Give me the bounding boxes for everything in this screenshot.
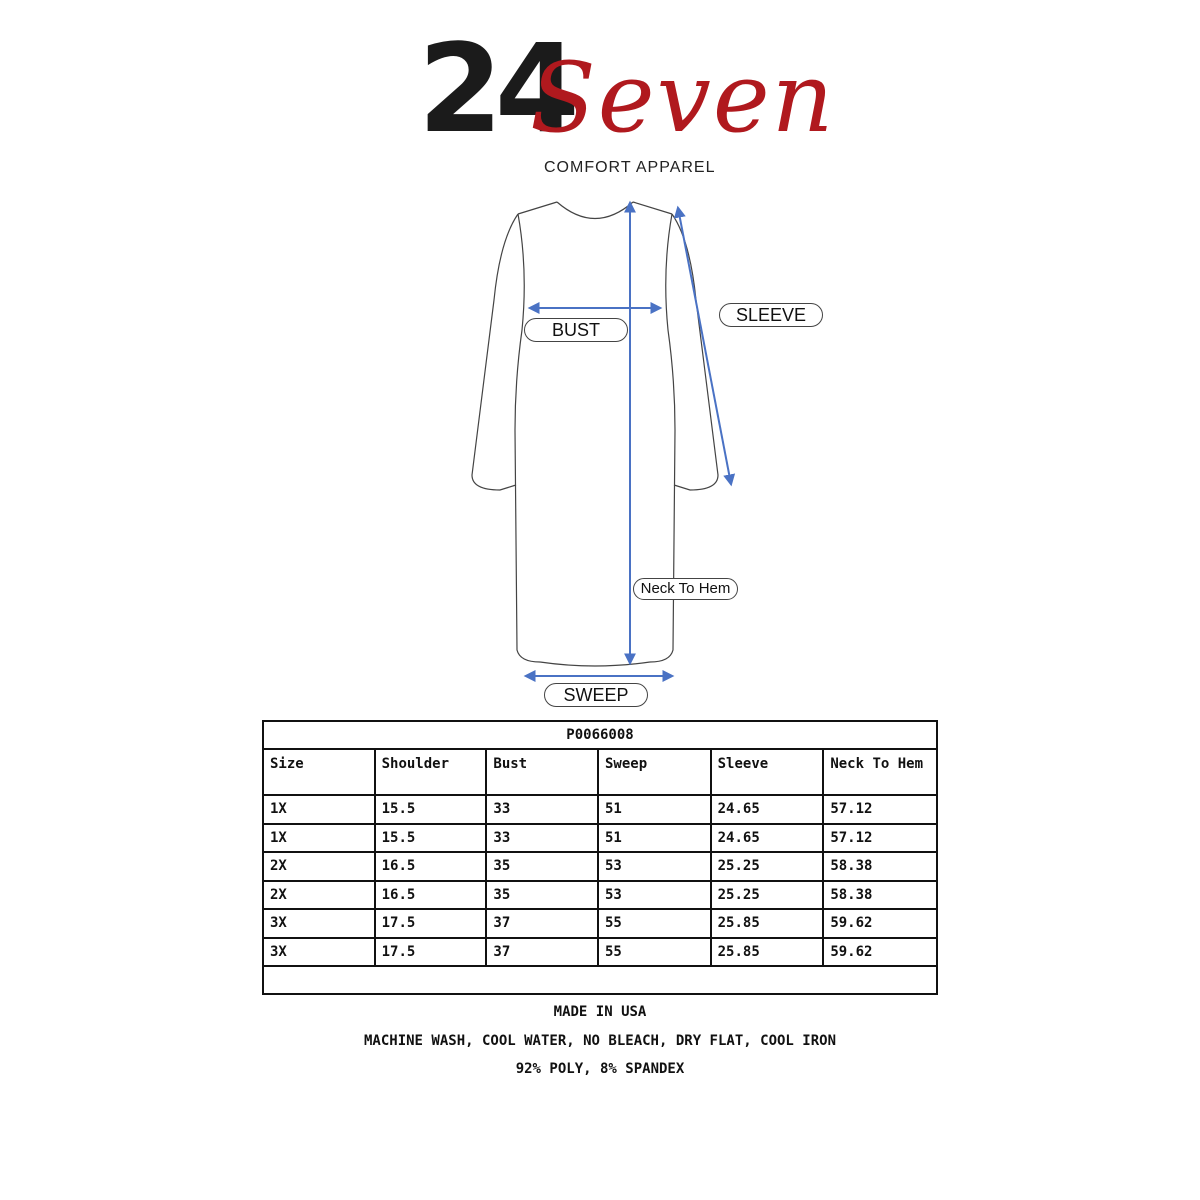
- fabric-content: 92% POLY, 8% SPANDEX: [515, 1061, 685, 1077]
- header-sweep: Sweep: [598, 749, 711, 795]
- cell-size: 3X: [263, 938, 375, 967]
- table-title-row: [263, 721, 937, 749]
- cell-bust: 33: [486, 824, 598, 853]
- cell-sleeve: 25.25: [711, 881, 824, 910]
- cell-size: 1X: [263, 795, 375, 824]
- cell-shoulder: 17.5: [375, 938, 487, 967]
- table-row: [263, 938, 937, 967]
- logo-script: Seven: [530, 42, 836, 154]
- cell-neck-to-hem: 58.38: [823, 881, 937, 910]
- cell-size: 3X: [263, 909, 375, 938]
- cell-size: 2X: [263, 881, 375, 910]
- size-chart-table: [262, 720, 938, 995]
- table-header-row: [263, 749, 937, 795]
- cell-neck-to-hem: 59.62: [823, 909, 937, 938]
- cell-bust: 35: [486, 852, 598, 881]
- cell-sleeve: 24.65: [711, 824, 824, 853]
- logo-tagline: COMFORT APPAREL: [544, 159, 716, 176]
- cell-bust: 35: [486, 881, 598, 910]
- cell-shoulder: 15.5: [375, 824, 487, 853]
- sleeve-label: SLEEVE: [719, 303, 823, 327]
- table-empty-row: [263, 966, 937, 994]
- cell-sweep: 55: [598, 938, 711, 967]
- cell-sweep: 51: [598, 824, 711, 853]
- cell-neck-to-hem: 57.12: [823, 795, 937, 824]
- origin-note: MADE IN USA: [553, 1004, 647, 1020]
- cell-bust: 37: [486, 938, 598, 967]
- cell-shoulder: 15.5: [375, 795, 487, 824]
- bust-label: BUST: [524, 318, 628, 342]
- header-neck-to-hem: Neck To Hem: [823, 749, 937, 795]
- cell-sweep: 55: [598, 909, 711, 938]
- cell-bust: 37: [486, 909, 598, 938]
- sleeve-arrow: [678, 208, 731, 484]
- logo-number: 24: [418, 18, 572, 160]
- cell-shoulder: 17.5: [375, 909, 487, 938]
- table-row: [263, 795, 937, 824]
- cell-size: 1X: [263, 824, 375, 853]
- cell-sleeve: 25.25: [711, 852, 824, 881]
- neck-to-hem-label: Neck To Hem: [633, 578, 738, 600]
- table-row: [263, 909, 937, 938]
- style-number: P0066008: [263, 721, 937, 749]
- cell-sweep: 53: [598, 881, 711, 910]
- cell-neck-to-hem: 57.12: [823, 824, 937, 853]
- cell-sleeve: 25.85: [711, 938, 824, 967]
- cell-shoulder: 16.5: [375, 852, 487, 881]
- header-bust: Bust: [486, 749, 598, 795]
- table-row: [263, 824, 937, 853]
- header-sleeve: Sleeve: [711, 749, 824, 795]
- table-row: [263, 881, 937, 910]
- sweep-label: SWEEP: [544, 683, 648, 707]
- cell-sleeve: 24.65: [711, 795, 824, 824]
- cell-sweep: 51: [598, 795, 711, 824]
- care-instructions: MACHINE WASH, COOL WATER, NO BLEACH, DRY FLAT, COOL IRON: [363, 1033, 836, 1049]
- cell-bust: 33: [486, 795, 598, 824]
- table-row: [263, 852, 937, 881]
- cell-neck-to-hem: 59.62: [823, 938, 937, 967]
- cell-sweep: 53: [598, 852, 711, 881]
- cell-shoulder: 16.5: [375, 881, 487, 910]
- header-shoulder: Shoulder: [375, 749, 487, 795]
- cell-neck-to-hem: 58.38: [823, 852, 937, 881]
- cell-sleeve: 25.85: [711, 909, 824, 938]
- cell-size: 2X: [263, 852, 375, 881]
- header-size: Size: [263, 749, 375, 795]
